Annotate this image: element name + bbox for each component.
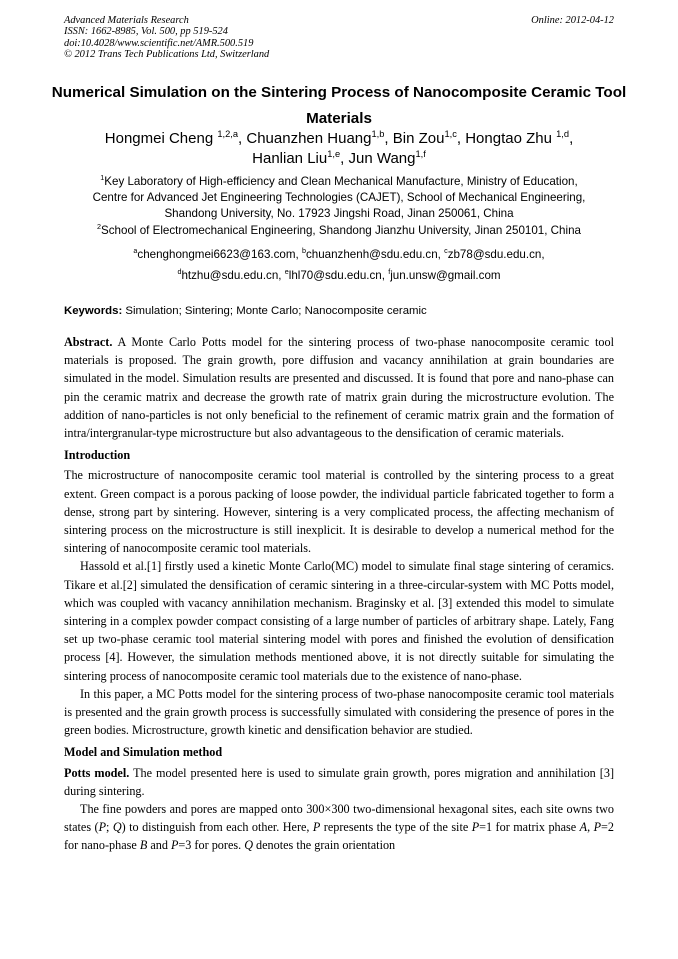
keywords-label: Keywords: xyxy=(64,305,123,317)
paragraph: The microstructure of nanocomposite ceramic tool material is controlled by the sintering process to a great extent. Green compact is a porous packing of loose powder, the individual particle fabricated together to form a dense, strong part by sintering. However, sintering is a very complicated process, the affecting mechanism of sintering process on the microstructure is still inexplicit. It is desirable to develop a numerical method for the sintering of nanocomposite ceramic tool materials. xyxy=(64,468,614,556)
abstract-label: Abstract. xyxy=(64,335,113,349)
text-run: =1 for matrix phase xyxy=(479,820,580,835)
text-run: , xyxy=(587,820,594,835)
author-list: Hongmei Cheng $^{1,2,a}$, Chuanzhen Huang$^{1,b}$, Bin Zou$^{1,c}$, Hongtao Zhu $^{1,d}$, Hanlian Liu$^{1,e}$, Jun Wang$^{1,f}$ xyxy=(104,129,574,167)
author-sup: 1,d xyxy=(556,129,570,139)
author-name: Hongmei Cheng xyxy=(104,130,214,147)
symbol-P: P xyxy=(98,820,107,835)
journal-header xyxy=(64,15,269,60)
affiliation-mark: 2 xyxy=(97,222,102,232)
text-run: =3 for pores. xyxy=(178,838,245,853)
symbol-P: P xyxy=(593,820,602,835)
paper-body xyxy=(64,333,614,855)
email-mark: d xyxy=(177,267,182,277)
text-run: ; xyxy=(106,820,113,835)
paragraph xyxy=(64,800,614,855)
email-mark: b xyxy=(301,246,306,256)
symbol-A: A xyxy=(579,820,588,835)
affiliation-line: Centre for Advanced Jet Engineering Technologies (CAJET), School of Mechanical Engineering, xyxy=(92,191,586,204)
symbol-P: P xyxy=(312,820,321,835)
abstract xyxy=(64,333,614,442)
email-mark: a xyxy=(133,246,138,256)
paper-title: Numerical Simulation on the Sintering Process of Nanocomposite Ceramic Tool Materials xyxy=(51,84,627,127)
symbol-Q: Q xyxy=(112,820,122,835)
abstract-text: A Monte Carlo Potts model for the sintering process of two-phase nanocomposite ceramic tool materials is proposed. The grain growth, pore diffusion and vacancy annihilation at grain boundaries are simulated in the model. Simulation results are presented and discussed. It is found that pore and nano-phase can pin the ceramic matrix and decrease the growth rate of matrix grain during the microstructure evolution. The addition of nano-particles is not only beneficial to the refinement of ceramic matrix grain and the formation of intra/intergranular-type microstructure but also advantageous to the densification of ceramic materials. xyxy=(64,335,615,441)
text-run: represents the type of the site xyxy=(320,820,472,835)
email-address: zb78@sdu.edu.cn xyxy=(447,248,542,261)
author-sup: 1,b xyxy=(371,129,385,139)
section-heading-introduction: Introduction xyxy=(64,448,131,463)
symbol-Q: Q xyxy=(244,838,253,853)
text-run: ) to distinguish from each other. Here, xyxy=(121,820,313,835)
online-date: Online: 2012-04-12 xyxy=(531,15,614,26)
email-address: htzhu@sdu.edu.cn xyxy=(181,269,279,282)
symbol-B: B xyxy=(139,838,148,853)
affiliation-line: Shandong University, No. 17923 Jingshi Road, Jinan 250061, China xyxy=(164,207,514,220)
affiliation-line: School of Electromechanical Engineering, Shandong Jianzhu University, Jinan 250101, China xyxy=(101,224,581,237)
author-name: Chuanzhen Huang xyxy=(246,130,372,147)
text-run: and xyxy=(147,838,171,853)
text-run: denotes the grain orientation xyxy=(253,838,396,853)
section-heading-model: Model and Simulation method xyxy=(64,745,223,760)
author-name: Jun Wang xyxy=(348,150,416,167)
email-address: chuanzhenh@sdu.edu.cn xyxy=(305,248,438,261)
email-list: $^a$chenghongmei6623@163.com, $^b$chuanzhenh@sdu.edu.cn, $^c$zb78@sdu.edu.cn, $^d$htzhu@sdu.edu.cn, $^e$lhl70@sdu.edu.cn, $^f$jun.unsw@gmail.com xyxy=(133,246,545,282)
email-mark: c xyxy=(444,246,448,256)
paragraph-text: The model presented here is used to simulate grain growth, pores migration and annihilation [3] during sintering. xyxy=(64,765,615,798)
affiliation-mark: 1 xyxy=(100,173,105,183)
doi-line: doi:10.4028/www.scientific.net/AMR.500.519 xyxy=(64,37,254,49)
affiliation-1 xyxy=(40,174,638,222)
author-sup: 1,c xyxy=(444,129,457,139)
author-name: Hanlian Liu xyxy=(252,150,328,167)
email-address: chenghongmei6623@163.com xyxy=(137,248,296,261)
paragraph: In this paper, a MC Potts model for the sintering process of two-phase nanocomposite ceramic tool materials is presented and the grain growth process is successfully simulated with considering the presence of pores in the green bodies. Microstructure, growth kinetic and densification behavior are studied. xyxy=(64,686,614,738)
keywords-text: Simulation; Sintering; Monte Carlo; Nanocomposite ceramic xyxy=(125,305,427,317)
affiliation-line: Key Laboratory of High-efficiency and Clean Mechanical Manufacture, Ministry of Education, xyxy=(104,175,578,188)
symbol-P: P xyxy=(471,820,480,835)
author-sup: 1,2,a xyxy=(217,129,239,139)
text-run: =2 for nano-phase xyxy=(64,820,614,853)
copyright-line: © 2012 Trans Tech Publications Ltd, Switzerland xyxy=(64,48,270,60)
email-address: jun.unsw@gmail.com xyxy=(390,269,501,282)
keywords xyxy=(64,303,614,319)
text-run: The fine powders and pores are mapped onto 300×300 two-dimensional hexagonal sites, each site owns two states ( xyxy=(64,802,614,835)
email-mark: e xyxy=(284,267,289,277)
journal-name: Advanced Materials Research xyxy=(64,15,189,26)
author-name: Bin Zou xyxy=(392,130,445,147)
author-name: Hongtao Zhu xyxy=(465,130,552,147)
issn-line: ISSN: 1662-8985, Vol. 500, pp 519-524 xyxy=(64,26,228,38)
author-sup: 1,e xyxy=(327,149,341,159)
author-sup: 1,f xyxy=(415,149,426,159)
email-mark: f xyxy=(388,267,391,277)
paragraph xyxy=(64,764,614,800)
email-address: lhl70@sdu.edu.cn xyxy=(288,269,382,282)
symbol-P: P xyxy=(170,838,179,853)
subsection-lead: Potts model. xyxy=(64,765,130,780)
affiliation-2 xyxy=(40,223,638,239)
paragraph: Hassold et al.[1] firstly used a kinetic Monte Carlo(MC) model to simulate final stage sintering of ceramics. Tikare et al.[2] simulated the densification of ceramic sintering in a three-circular-system with MC Potts model, which was coupled with vacancy annihilation mechanism. Braginsky et al. [3] extended this model to simulate sintering in a complex powder compact consisting of a large number of particles of arbitrary shape. Lately, Fang set up two-phase ceramic tool material sintering model with pores and finished the evolution of densification process [4]. However, the simulation methods mentioned above, it is not directly suitable for simulating the sintering process of nanocomposite ceramic tool materials due to the existence of nano-phase. xyxy=(64,559,614,683)
